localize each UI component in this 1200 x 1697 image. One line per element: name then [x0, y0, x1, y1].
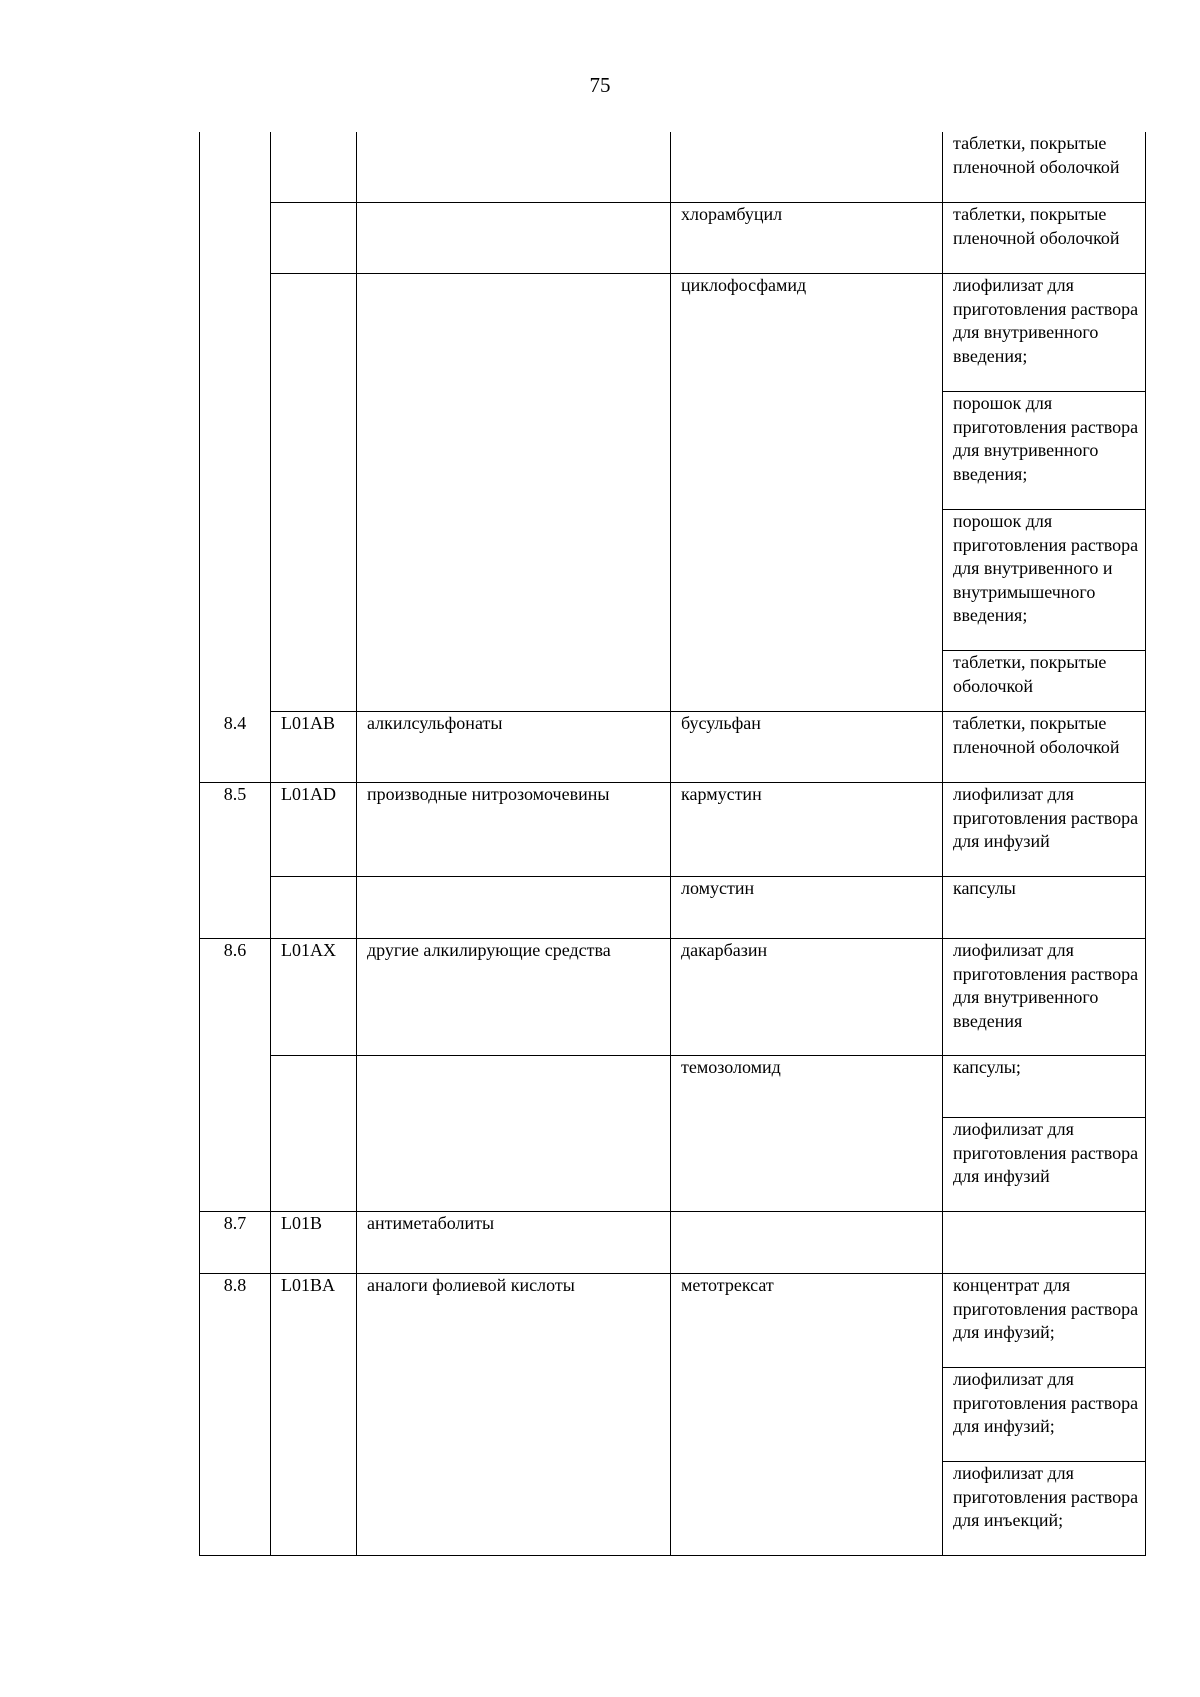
drug-name-cell: циклофосфамид [671, 274, 943, 712]
dosage-form-cell: таблетки, покрытые оболочкой [943, 651, 1146, 712]
dosage-form-cell: капсулы; [943, 1056, 1146, 1118]
dosage-form-cell: концентрат для приготовления раствора для инфузий; [943, 1274, 1146, 1368]
group-name-cell [357, 132, 671, 203]
atc-code-cell [271, 132, 357, 203]
atc-code-cell [271, 1056, 357, 1212]
dosage-form-cell: таблетки, покрытые пленочной оболочкой [943, 712, 1146, 783]
dosage-form-cell: таблетки, покрытые пленочной оболочкой [943, 132, 1146, 203]
drug-name-cell: темозоломид [671, 1056, 943, 1212]
row-number-cell [200, 1056, 271, 1212]
dosage-form-cell: лиофилизат для приготовления раствора для инфузий [943, 783, 1146, 877]
row-number-cell [200, 132, 271, 203]
atc-code-cell: L01BA [271, 1274, 357, 1556]
drug-name-cell: метотрексат [671, 1274, 943, 1556]
row-number-cell: 8.7 [200, 1212, 271, 1274]
drug-name-cell: дакарбазин [671, 939, 943, 1056]
dosage-form-cell: лиофилизат для приготовления раствора для внутривенного введения [943, 939, 1146, 1056]
row-number-cell: 8.6 [200, 939, 271, 1056]
table-row [200, 1212, 1146, 1274]
row-number-cell: 8.4 [200, 712, 271, 783]
dosage-form-cell [943, 1212, 1146, 1274]
atc-code-cell: L01AB [271, 712, 357, 783]
row-number-cell [200, 877, 271, 939]
atc-code-cell [271, 877, 357, 939]
dosage-form-cell: лиофилизат для приготовления раствора для внутривенного введения; [943, 274, 1146, 392]
table-row [200, 877, 1146, 939]
row-number-cell: 8.8 [200, 1274, 271, 1556]
table-row [200, 203, 1146, 274]
row-number-cell [200, 274, 271, 712]
table-row [200, 1274, 1146, 1368]
table-row [200, 1056, 1146, 1118]
atc-code-cell: L01AD [271, 783, 357, 877]
drug-name-cell: бусульфан [671, 712, 943, 783]
group-name-cell: алкилсульфонаты [357, 712, 671, 783]
group-name-cell: производные нитрозомочевины [357, 783, 671, 877]
table-row [200, 939, 1146, 1056]
table-row [200, 274, 1146, 392]
drug-name-cell [671, 1212, 943, 1274]
drug-name-cell [671, 132, 943, 203]
atc-code-cell: L01AX [271, 939, 357, 1056]
table-row [200, 712, 1146, 783]
atc-code-cell: L01B [271, 1212, 357, 1274]
dosage-form-cell: порошок для приготовления раствора для внутривенного введения; [943, 392, 1146, 510]
group-name-cell: аналоги фолиевой кислоты [357, 1274, 671, 1556]
group-name-cell [357, 1056, 671, 1212]
group-name-cell [357, 203, 671, 274]
group-name-cell [357, 274, 671, 712]
dosage-form-cell: капсулы [943, 877, 1146, 939]
drug-name-cell: кармустин [671, 783, 943, 877]
table-row [200, 132, 1146, 203]
dosage-form-cell: таблетки, покрытые пленочной оболочкой [943, 203, 1146, 274]
atc-code-cell [271, 203, 357, 274]
page-number: 75 [589, 73, 611, 97]
row-number-cell: 8.5 [200, 783, 271, 877]
group-name-cell [357, 877, 671, 939]
table-row [200, 783, 1146, 877]
dosage-form-cell: лиофилизат для приготовления раствора для инфузий; [943, 1368, 1146, 1462]
group-name-cell: другие алкилирующие средства [357, 939, 671, 1056]
dosage-form-cell: порошок для приготовления раствора для внутривенного и внутримышечного введения; [943, 510, 1146, 651]
drug-name-cell: ломустин [671, 877, 943, 939]
row-number-cell [200, 203, 271, 274]
medicines-table [199, 132, 1146, 1556]
group-name-cell: антиметаболиты [357, 1212, 671, 1274]
atc-code-cell [271, 274, 357, 712]
dosage-form-cell: лиофилизат для приготовления раствора для инъекций; [943, 1462, 1146, 1556]
drug-name-cell: хлорамбуцил [671, 203, 943, 274]
dosage-form-cell: лиофилизат для приготовления раствора для инфузий [943, 1118, 1146, 1212]
